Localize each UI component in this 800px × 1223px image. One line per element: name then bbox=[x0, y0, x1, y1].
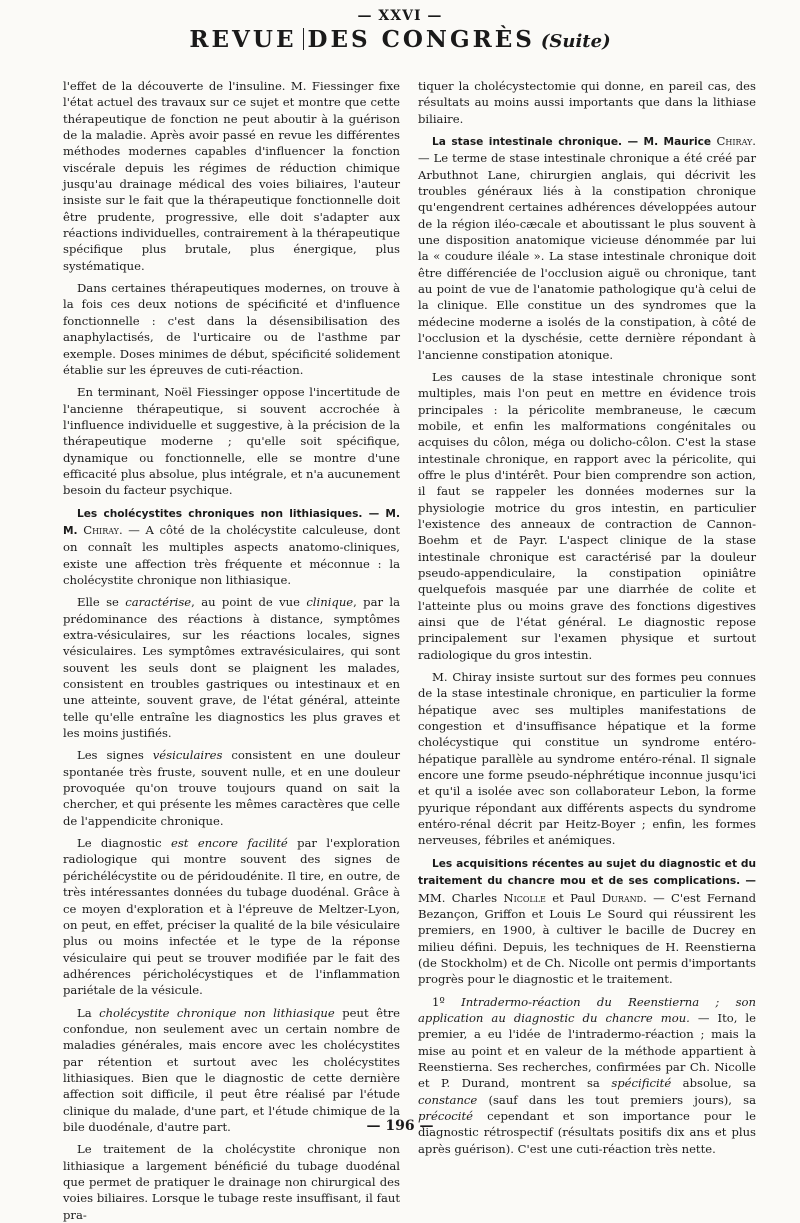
paragraph: En terminant, Noël Fiessinger oppose l'incertitude de l'ancienne thérapeutique, si souvent accrochée à l'influence individuelle et suggestive, à la précision de la thérapeutique moderne ; qu'elle soit spécifique, dynamique ou fonctionnelle, elle se montre d'une efficacité plus absolue, plus intégrale, et n'a aucunement besoin du facteur psychique. bbox=[63, 385, 400, 498]
author-name: Chiray. bbox=[83, 522, 123, 537]
paragraph: Le traitement de la cholécystite chronique non lithiasique a largement bénéficié du tubage duodénal que permet de pratiquer le drainage non chirurgical des voies biliaires. Lorsque le tubage reste insuffisant, il faut pra- bbox=[63, 1142, 400, 1222]
italic-run: est encore facilité bbox=[171, 836, 288, 851]
text-run: 1º bbox=[432, 994, 462, 1009]
italic-run: cholécystite chronique non lithiasique bbox=[99, 1005, 335, 1020]
italic-run: caractérise bbox=[125, 595, 192, 610]
author-name: Chiray. bbox=[716, 134, 756, 149]
text-run: La bbox=[77, 1005, 100, 1020]
section-heading: Les acquisitions récentes au sujet du diagnostic et du traitement du chancre mou et de ses complications. — bbox=[418, 857, 756, 888]
title-revue: REVUE bbox=[189, 26, 297, 53]
section-text: — C'est Fernand Bezançon, Griffon et Louis Le Sourd qui réussirent les premiers, en 1900, à cultiver le bacille de Ducrey en milieu défini. Depuis, les techniques de H. Reenstierna (de Stockholm) et de Ch. Nicolle ont permis d'importants progrès pour le diagnostic et le traitement. bbox=[418, 890, 756, 987]
text-run: MM. Charles bbox=[418, 890, 504, 905]
text-run: consistent en une douleur spontanée très fruste, souvent nulle, et en une douleur provoquée qu'on trouve toujours quand on sait la chercher, et qui présente les mêmes caractères que celle de l'appendicite chronique. bbox=[63, 748, 400, 828]
section-text: — Le terme de stase intestinale chronique a été créé par Arbuthnot Lane, chirurgien anglais, qui décrivit les troubles généraux liés à la constipation chronique qu'engendrent certaines adhérences développées autour de la région iléo-cæcale et aboutissant le plus souvent à une disposition anatomique vicieuse dénommée par lui la « coudure iléale ». La stase intestinale chronique doit être différenciée de l'occlusion aiguë ou chronique, tant au point de vue de l'anatomie pathologique qu'à celui de la clinique. Elle constitue un des syndromes que la médecine moderne a isolés de la constipation, à côté de l'occlusion et la dyschésie, cette dernière répondant à l'ancienne constipation atonique. bbox=[418, 151, 756, 362]
author-name: Durand. bbox=[601, 890, 647, 905]
paragraph bbox=[63, 747, 400, 829]
title-des-congres: DES CONGRÈS bbox=[307, 26, 535, 53]
section-paragraph bbox=[418, 855, 756, 988]
running-title bbox=[0, 26, 800, 53]
section-paragraph bbox=[418, 133, 756, 363]
section-text: — A côté de la cholécystite calculeuse, dont on connaît les multiples aspects anatomo-cliniques, existe une affection très fréquente et méconnue : la cholécystite chronique non lithiasique. bbox=[63, 522, 400, 587]
text-run: Le diagnostic bbox=[77, 836, 171, 851]
paragraph: tiquer la cholécystectomie qui donne, en pareil cas, des résultats au moins aussi importants que dans la lithiase biliaire. bbox=[418, 79, 756, 126]
section-heading: La stase intestinale chronique. — M. Maurice bbox=[432, 136, 712, 149]
paragraph bbox=[63, 1005, 400, 1136]
paragraph: l'effet de la découverte de l'insuline. M. Fiessinger fixe l'état actuel des travaux sur ce sujet et montre que cette thérapeutique de fonction ne peut aboutir à la guérison de la maladie. Après avoir passé en revue les différentes méthodes modernes capables d'influencer la fonction viscérale depuis les régimes de réduction chimique jusqu'au drainage médical des voies biliaires, l'auteur insiste sur le fait que la thérapeutique fonctionnelle doit être prudente, progressive, elle doit s'adapter aux réactions individuelles, contrairement à la thérapeutique spécifique plus brutale, plus énergique, plus systématique. bbox=[63, 79, 400, 273]
title-divider bbox=[303, 28, 304, 50]
author-name: Nicolle bbox=[503, 890, 546, 905]
text-run: et Paul bbox=[545, 890, 602, 905]
text-run: Les signes bbox=[77, 748, 153, 763]
text-run: (sauf dans les tout premiers jours), sa bbox=[477, 1092, 756, 1107]
italic-run: spécificité bbox=[611, 1076, 672, 1091]
paragraph: Les causes de la stase intestinale chronique sont multiples, mais l'on peut en mettre en évidence trois principales : la péricolite membraneuse, le cæcum mobile, et enfin les malformations congénitales ou acquises du côlon, méga ou dolicho-côlon. C'est la stase intestinale chronique, en rapport avec la péricolite, qui offre le plus d'intérêt. Pour bien comprendre son action, il faut se rappeler les données modernes sur la physiologie motrice du gros intestin, en particulier l'existence des anneaux de contraction de Cannon-Boehm et de Payr. L'aspect clinique de la stase intestinale chronique est caractérisé par la douleur pseudo-appendiculaire, la constipation opiniâtre quelquefois masquée par une diarrhée de colite et l'atteinte plus ou moins grave des fonctions digestives ainsi que de l'état général. Le diagnostic repose principalement sur l'examen physique et surtout radiologique du gros intestin. bbox=[418, 369, 756, 662]
text-run: — Ito, le premier, a eu l'idée de l'intradermo-réaction ; mais la mise au point et en valeur de la méthode appartient à Reenstierna. Ses recherches, confirmées par Ch. Nicolle et P. Durand, montrent sa bbox=[418, 1010, 756, 1091]
page-roman-number: — XXVI — bbox=[357, 8, 443, 24]
italic-run: constance bbox=[418, 1092, 478, 1107]
paragraph: Dans certaines thérapeutiques modernes, on trouve à la fois ces deux notions de spécificité et d'influence fonctionnelle : c'est dans la désensibilisation des anaphylactisés, de l'urticaire ou de l'asthme par exemple. Doses minimes de début, spécificité solidement établie sur les épreuves de cuti-réaction. bbox=[63, 281, 400, 377]
section-paragraph bbox=[63, 505, 400, 589]
paragraph bbox=[63, 835, 400, 998]
page-number: — 196 — bbox=[366, 1118, 434, 1134]
text-run: par l'exploration radiologique qui montre souvent des signes de périchélécystite ou de péridoudénite. Il tire, en outre, de très intéressantes données du tubage duodénal. Grâce à ce moyen d'exploration et à l'épreuve de Meltzer-Lyon, on peut, en effet, préciser la qualité de la bile vésiculaire plus ou moins infectée et le type de la réponse vésiculaire qui peut se trouver modifiée par le fait des adhérences péricholécystiques et de l'inflammation pariétale de la vésicule. bbox=[63, 836, 400, 998]
italic-run: précocité bbox=[418, 1108, 474, 1123]
text-run: Elle se bbox=[77, 595, 126, 610]
text-run: cependant et son importance pour le diagnostic rétrospectif (résultats positifs dix ans et plus après guérison). C'est une cuti-réaction très nette. bbox=[418, 1108, 756, 1156]
italic-run: clinique bbox=[306, 595, 354, 610]
italic-run: Intradermo-réaction du Reenstierna ; son application au diagnostic du chancre mou. bbox=[418, 994, 756, 1025]
italic-run: vésiculaires bbox=[152, 748, 223, 763]
text-run: absolue, sa bbox=[671, 1076, 756, 1091]
title-suffix: (Suite) bbox=[540, 31, 611, 52]
left-column bbox=[63, 78, 400, 1223]
paragraph bbox=[63, 594, 400, 741]
section-heading: Les cholécystites chroniques non lithiasiques. — M. M. bbox=[63, 507, 400, 537]
text-run: peut être confondue, non seulement avec un certain nombre de maladies générales, mais encore avec les cholécystites par rétention et surtout avec les cholécystites lithiasiques. Bien que le diagnostic de cette dernière affection soit difficile, il peut être réalisé par l'étude clinique du malade, d'une part, et l'étude chimique de la bile duodénale, d'autre part. bbox=[63, 1005, 401, 1134]
right-column bbox=[418, 78, 756, 1157]
text-run: , au point de vue bbox=[191, 595, 307, 610]
paragraph: M. Chiray insiste surtout sur des formes peu connues de la stase intestinale chronique, en particulier la forme hépatique avec ses multiples manifestations de congestion et d'insuffisance hépatique et la forme cholécystique qui constitue un syndrome entéro-hépatique parallèle au syndrome entéro-rénal. Il signale encore une forme pseudo-néphrétique inconnue jusqu'ici et qu'il a isolée avec son collaborateur Lebon, la forme pyurique répondant aux différents aspects du syndrome entéro-rénal décrit par Heitz-Boyer ; enfin, les formes nerveuses, fébriles et anémiques. bbox=[418, 670, 756, 848]
text-run: , par la prédominance des réactions à distance, symptômes extra-vésiculaires, sur les réactions locales, signes vésiculaires. Les symptômes extravésiculaires, qui sont souvent les seuls dont se plaignent les malades, consistent en troubles gastriques ou intestinaux et en une atteinte, souvent grave, de l'état général, atteinte telle qu'elle entraîne les diagnostics les plus graves et les moins justifiés. bbox=[63, 595, 401, 741]
